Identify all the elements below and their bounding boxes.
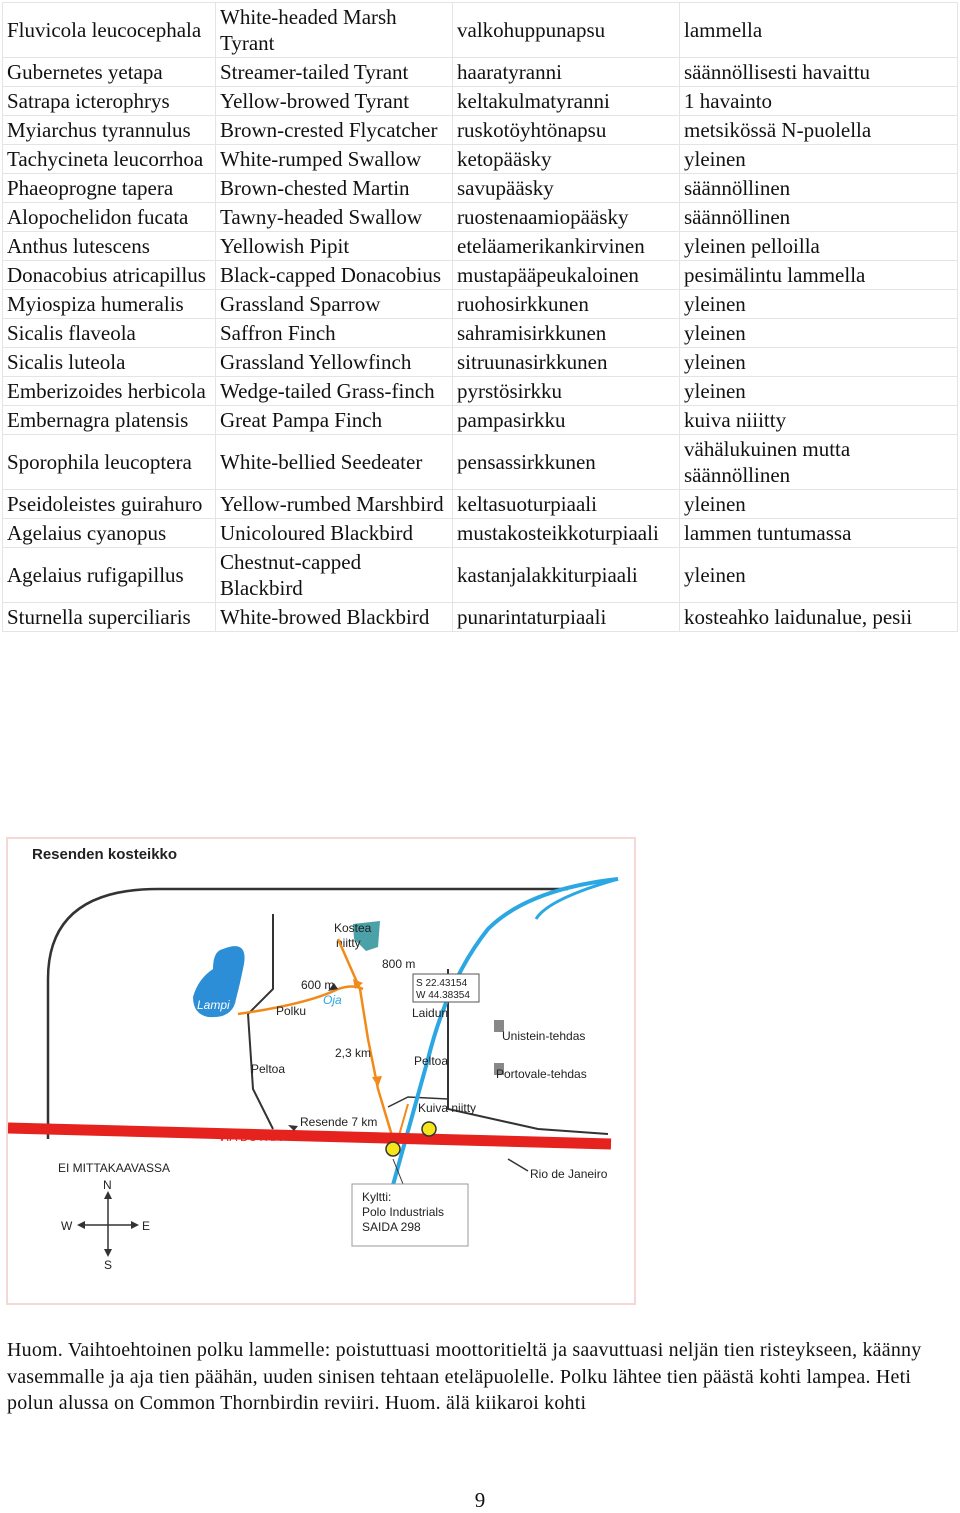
english-name-cell: Yellowish Pipit bbox=[216, 232, 453, 261]
latin-name-cell: Agelaius cyanopus bbox=[3, 519, 216, 548]
sign-text-1: Polo Industrials bbox=[362, 1205, 445, 1219]
observation-note-cell: kuiva niiitty bbox=[680, 406, 958, 435]
english-name-cell: Black-capped Donacobius bbox=[216, 261, 453, 290]
latin-name-cell: Phaeoprogne tapera bbox=[3, 174, 216, 203]
observation-note-cell: yleinen bbox=[680, 490, 958, 519]
latin-name-cell: Embernagra platensis bbox=[3, 406, 216, 435]
coord-south: S 22.43154 bbox=[416, 978, 468, 989]
latin-name-cell: Sicalis luteola bbox=[3, 348, 216, 377]
observation-note-cell: vähälukuinen mutta säännöllinen bbox=[680, 435, 958, 490]
english-name-cell: Brown-chested Martin bbox=[216, 174, 453, 203]
english-name-cell: Yellow-browed Tyrant bbox=[216, 87, 453, 116]
table-row bbox=[3, 232, 958, 261]
english-name-cell: Grassland Yellowfinch bbox=[216, 348, 453, 377]
observation-note-cell: 1 havainto bbox=[680, 87, 958, 116]
observation-note-cell: kosteahko laidunalue, pesii bbox=[680, 603, 958, 632]
observation-note-cell: yleinen bbox=[680, 548, 958, 603]
wet-meadow-label-2: niitty bbox=[336, 936, 361, 950]
latin-name-cell: Satrapa icterophrys bbox=[3, 87, 216, 116]
distance-800: 800 m bbox=[382, 957, 416, 971]
page-number: 9 bbox=[474, 1488, 486, 1512]
finnish-name-cell: pampasirkku bbox=[453, 406, 680, 435]
finnish-name-cell: pensassirkkunen bbox=[453, 435, 680, 490]
lake-label: Lampi bbox=[197, 998, 230, 1012]
english-name-cell: Unicoloured Blackbird bbox=[216, 519, 453, 548]
english-name-cell: Streamer-tailed Tyrant bbox=[216, 58, 453, 87]
finnish-name-cell: kastanjalakkiturpiaali bbox=[453, 548, 680, 603]
finnish-name-cell: ruskotöyhtönapsu bbox=[453, 116, 680, 145]
finnish-name-cell: keltasuoturpiaali bbox=[453, 490, 680, 519]
english-name-cell: Saffron Finch bbox=[216, 319, 453, 348]
sign-label: Kyltti: bbox=[362, 1190, 392, 1204]
observation-note-cell: yleinen bbox=[680, 377, 958, 406]
observation-note-cell: säännöllisesti havaittu bbox=[680, 58, 958, 87]
observation-note-cell: metsikössä N-puolella bbox=[680, 116, 958, 145]
distance-600: 600 m bbox=[301, 978, 335, 992]
portovale-factory-label: Portovale-tehdas bbox=[496, 1067, 587, 1081]
table-row bbox=[3, 377, 958, 406]
observation-note-cell: pesimälintu lammella bbox=[680, 261, 958, 290]
latin-name-cell: Emberizoides herbicola bbox=[3, 377, 216, 406]
map-boundary-field bbox=[248, 914, 273, 1129]
latin-name-cell: Myiarchus tyrannulus bbox=[3, 116, 216, 145]
junction-marker bbox=[386, 1142, 400, 1156]
sign-text-2: SAIDA 298 bbox=[362, 1220, 421, 1234]
finnish-name-cell: valkohuppunapsu bbox=[453, 3, 680, 58]
observation-note-cell: yleinen bbox=[680, 319, 958, 348]
alternative-route-note: Huom. Vaihtoehtoinen polku lammelle: poistuttuasi moottoritieltä ja saavuttuasi neljän tien risteykseen, käänny vasemmalle ja aja tien päähän, uuden sinisen tehtaan eteläpuolelle. Polku lähtee tien päästä kohti lampea. Heti polun alussa on Common Thornbirdin reviiri. Huom. älä kiikaroi kohti bbox=[7, 1339, 922, 1414]
observation-note-cell: lammen tuntumassa bbox=[680, 519, 958, 548]
compass-s: S bbox=[104, 1258, 113, 1272]
observation-note-cell: yleinen bbox=[680, 145, 958, 174]
table-row bbox=[3, 548, 958, 603]
english-name-cell: Grassland Sparrow bbox=[216, 290, 453, 319]
table-row bbox=[3, 174, 958, 203]
resende-wetland-map bbox=[6, 837, 636, 1305]
table-row bbox=[3, 519, 958, 548]
path-label: Polku bbox=[276, 1004, 307, 1018]
finnish-name-cell: keltakulmatyranni bbox=[453, 87, 680, 116]
latin-name-cell: Sturnella superciliaris bbox=[3, 603, 216, 632]
table-row bbox=[3, 3, 958, 58]
table-row bbox=[3, 203, 958, 232]
latin-name-cell: Agelaius rufigapillus bbox=[3, 548, 216, 603]
species-table-body bbox=[3, 3, 958, 632]
table-row bbox=[3, 348, 958, 377]
wet-meadow-label-1: Kostea bbox=[334, 921, 372, 935]
finnish-name-cell: ketopääsky bbox=[453, 145, 680, 174]
species-table bbox=[2, 2, 958, 632]
table-row bbox=[3, 319, 958, 348]
english-name-cell: White-headed Marsh Tyrant bbox=[216, 3, 453, 58]
road-label: VIA DUTRA bbox=[218, 1130, 282, 1144]
latin-name-cell: Anthus lutescens bbox=[3, 232, 216, 261]
pasture-label: Laidun bbox=[412, 1006, 449, 1020]
table-row bbox=[3, 145, 958, 174]
observation-note-cell: yleinen pelloilla bbox=[680, 232, 958, 261]
compass-w: W bbox=[61, 1219, 73, 1233]
unistein-factory-label: Unistein-tehdas bbox=[502, 1029, 586, 1043]
map-drawing bbox=[8, 839, 634, 1303]
rio-direction-label: Rio de Janeiro bbox=[530, 1167, 608, 1181]
compass-n: N bbox=[103, 1178, 112, 1192]
english-name-cell: White-bellied Seedeater bbox=[216, 435, 453, 490]
table-row bbox=[3, 603, 958, 632]
latin-name-cell: Sporophila leucoptera bbox=[3, 435, 216, 490]
map-title: Resenden kosteikko bbox=[32, 846, 178, 863]
latin-name-cell: Donacobius atricapillus bbox=[3, 261, 216, 290]
compass-east-arrow bbox=[131, 1221, 139, 1229]
field-left-label: Peltoa bbox=[251, 1062, 286, 1076]
resende-direction-label: Resende 7 km bbox=[300, 1115, 378, 1129]
rio-arrow bbox=[508, 1159, 528, 1171]
field-right-label: Peltoa bbox=[414, 1054, 449, 1068]
ditch-label: Oja bbox=[323, 993, 342, 1007]
latin-name-cell: Sicalis flaveola bbox=[3, 319, 216, 348]
english-name-cell: Tawny-headed Swallow bbox=[216, 203, 453, 232]
english-name-cell: White-browed Blackbird bbox=[216, 603, 453, 632]
english-name-cell: Great Pampa Finch bbox=[216, 406, 453, 435]
finnish-name-cell: ruohosirkkunen bbox=[453, 290, 680, 319]
observation-note-cell: säännöllinen bbox=[680, 174, 958, 203]
table-row bbox=[3, 406, 958, 435]
table-row bbox=[3, 490, 958, 519]
finnish-name-cell: eteläamerikankirvinen bbox=[453, 232, 680, 261]
finnish-name-cell: sitruunasirkkunen bbox=[453, 348, 680, 377]
exit-marker bbox=[422, 1122, 436, 1136]
finnish-name-cell: ruostenaamiopääsky bbox=[453, 203, 680, 232]
distance-23: 2,3 km bbox=[335, 1046, 372, 1060]
finnish-name-cell: pyrstösirkku bbox=[453, 377, 680, 406]
via-dutra-road bbox=[8, 1128, 611, 1144]
not-to-scale-label: EI MITTAKAAVASSA bbox=[58, 1161, 171, 1175]
dry-meadow-label: Kuiva niitty bbox=[418, 1101, 477, 1115]
finnish-name-cell: haaratyranni bbox=[453, 58, 680, 87]
latin-name-cell: Tachycineta leucorrhoa bbox=[3, 145, 216, 174]
table-row bbox=[3, 87, 958, 116]
latin-name-cell: Fluvicola leucocephala bbox=[3, 3, 216, 58]
table-row bbox=[3, 435, 958, 490]
observation-note-cell: yleinen bbox=[680, 290, 958, 319]
latin-name-cell: Alopochelidon fucata bbox=[3, 203, 216, 232]
observation-note-cell: säännöllinen bbox=[680, 203, 958, 232]
compass-south-arrow bbox=[104, 1249, 112, 1257]
table-row bbox=[3, 116, 958, 145]
table-row bbox=[3, 261, 958, 290]
latin-name-cell: Pseidoleistes guirahuro bbox=[3, 490, 216, 519]
compass-west-arrow bbox=[77, 1221, 85, 1229]
english-name-cell: Wedge-tailed Grass-finch bbox=[216, 377, 453, 406]
finnish-name-cell: sahramisirkkunen bbox=[453, 319, 680, 348]
english-name-cell: Yellow-rumbed Marshbird bbox=[216, 490, 453, 519]
observation-note-cell: lammella bbox=[680, 3, 958, 58]
table-row bbox=[3, 58, 958, 87]
compass-e: E bbox=[142, 1219, 151, 1233]
latin-name-cell: Myiospiza humeralis bbox=[3, 290, 216, 319]
compass-north-arrow bbox=[104, 1191, 112, 1199]
english-name-cell: White-rumped Swallow bbox=[216, 145, 453, 174]
english-name-cell: Brown-crested Flycatcher bbox=[216, 116, 453, 145]
table-row bbox=[3, 290, 958, 319]
finnish-name-cell: mustakosteikkoturpiaali bbox=[453, 519, 680, 548]
latin-name-cell: Gubernetes yetapa bbox=[3, 58, 216, 87]
observation-note-cell: yleinen bbox=[680, 348, 958, 377]
english-name-cell: Chestnut-capped Blackbird bbox=[216, 548, 453, 603]
coord-west: W 44.38354 bbox=[416, 990, 470, 1001]
finnish-name-cell: savupääsky bbox=[453, 174, 680, 203]
finnish-name-cell: punarintaturpiaali bbox=[453, 603, 680, 632]
finnish-name-cell: mustapääpeukaloinen bbox=[453, 261, 680, 290]
